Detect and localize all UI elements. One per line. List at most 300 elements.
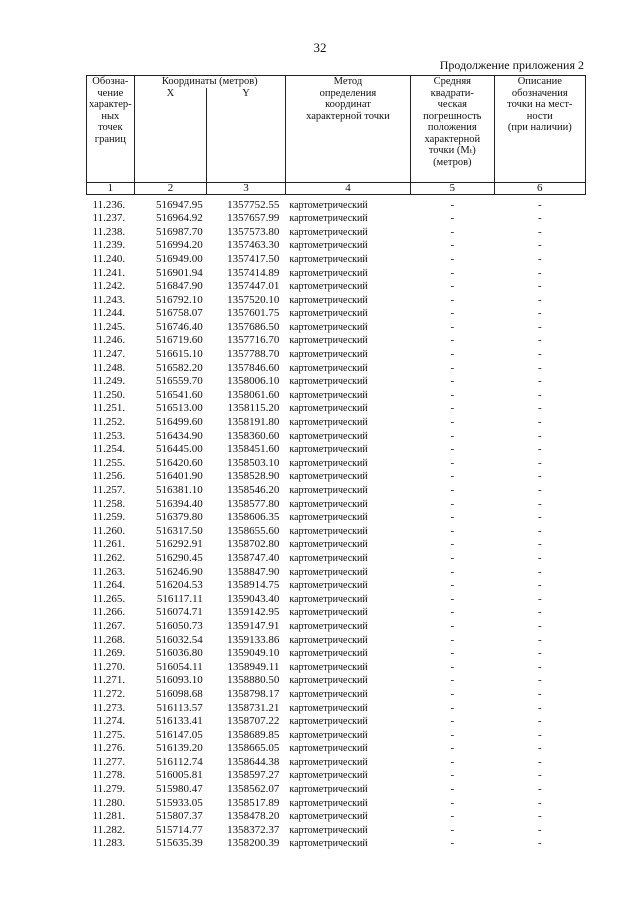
method-cell: картометрический bbox=[289, 770, 368, 782]
table-row bbox=[87, 810, 586, 824]
description-cell: - bbox=[537, 592, 542, 605]
description-cell: - bbox=[537, 837, 542, 850]
y-coordinate-cell: 1358731.21 bbox=[227, 701, 280, 714]
description-cell: - bbox=[537, 497, 542, 510]
method-cell: картометрический bbox=[289, 498, 368, 510]
mean-error-cell: - bbox=[450, 796, 455, 809]
method-cell: картометрический bbox=[289, 308, 368, 320]
col-number-6: 6 bbox=[494, 182, 585, 194]
method-cell: картометрический bbox=[289, 675, 368, 687]
point-id-cell: 11.269. bbox=[92, 647, 126, 660]
description-cell: - bbox=[537, 742, 542, 755]
point-id-cell: 11.251. bbox=[92, 402, 126, 415]
description-cell: - bbox=[537, 212, 542, 225]
point-id-cell: 11.246. bbox=[92, 334, 126, 347]
x-coordinate-cell: 516394.40 bbox=[156, 497, 203, 510]
point-id-cell: 11.279. bbox=[92, 783, 126, 796]
description-cell: - bbox=[537, 810, 542, 823]
y-coordinate-cell: 1358747.40 bbox=[227, 551, 280, 564]
y-coordinate-cell: 1358478.20 bbox=[227, 810, 280, 823]
point-id-cell: 11.281. bbox=[92, 810, 126, 823]
point-id-cell: 11.274. bbox=[92, 715, 126, 728]
header-description bbox=[494, 76, 585, 183]
table-row bbox=[87, 416, 586, 430]
table-row bbox=[87, 552, 586, 566]
y-coordinate-cell: 1358503.10 bbox=[227, 456, 280, 469]
x-coordinate-cell: 515635.39 bbox=[156, 837, 203, 850]
header-method-text: Метод определения координат характерной точки bbox=[306, 76, 390, 122]
x-coordinate-cell: 516147.05 bbox=[156, 728, 203, 741]
x-coordinate-cell: 516074.71 bbox=[156, 606, 203, 619]
point-id-cell: 11.248. bbox=[92, 361, 126, 374]
point-id-cell: 11.240. bbox=[92, 252, 126, 265]
method-cell: картометрический bbox=[289, 661, 368, 673]
x-coordinate-cell: 516381.10 bbox=[156, 484, 203, 497]
table-row bbox=[87, 402, 586, 416]
point-id-cell: 11.275. bbox=[92, 728, 126, 741]
method-cell: картометрический bbox=[289, 349, 368, 361]
y-coordinate-cell: 1358115.20 bbox=[227, 402, 280, 415]
method-cell: картометрический bbox=[289, 226, 368, 238]
x-coordinate-cell: 516434.90 bbox=[156, 429, 203, 442]
method-cell: картометрический bbox=[289, 281, 368, 293]
mean-error-cell: - bbox=[450, 361, 455, 374]
table-row bbox=[87, 375, 586, 389]
table-row bbox=[87, 620, 586, 634]
header-coordinates: Координаты (метров) bbox=[134, 76, 285, 88]
table-body bbox=[87, 194, 586, 851]
x-coordinate-cell: 516994.20 bbox=[156, 239, 203, 252]
method-cell: картометрический bbox=[289, 457, 368, 469]
mean-error-cell: - bbox=[450, 198, 455, 211]
y-coordinate-cell: 1358606.35 bbox=[227, 511, 280, 524]
method-cell: картометрический bbox=[289, 512, 368, 524]
point-id-cell: 11.266. bbox=[92, 606, 126, 619]
mean-error-cell: - bbox=[450, 375, 455, 388]
method-cell: картометрический bbox=[289, 213, 368, 225]
table-row bbox=[87, 824, 586, 838]
method-cell: картометрический bbox=[289, 267, 368, 279]
x-coordinate-cell: 516139.20 bbox=[156, 742, 203, 755]
col-number-2: 2 bbox=[134, 182, 207, 194]
description-cell: - bbox=[537, 674, 542, 687]
x-coordinate-cell: 516112.74 bbox=[156, 755, 203, 768]
point-id-cell: 11.272. bbox=[92, 687, 126, 700]
point-id-cell: 11.262. bbox=[92, 551, 126, 564]
table-row bbox=[87, 511, 586, 525]
method-cell: картометрический bbox=[289, 430, 368, 442]
x-coordinate-cell: 515807.37 bbox=[156, 810, 203, 823]
mean-error-cell: - bbox=[450, 728, 455, 741]
y-coordinate-cell: 1358880.50 bbox=[227, 674, 280, 687]
y-coordinate-cell: 1359133.86 bbox=[227, 633, 280, 646]
y-coordinate-cell: 1358562.07 bbox=[227, 783, 280, 796]
table-row bbox=[87, 742, 586, 756]
mean-error-cell: - bbox=[450, 320, 455, 333]
description-cell: - bbox=[537, 361, 542, 374]
x-coordinate-cell: 516054.11 bbox=[156, 660, 203, 673]
table-row bbox=[87, 797, 586, 811]
x-coordinate-cell: 516117.11 bbox=[156, 592, 203, 605]
table-row bbox=[87, 212, 586, 226]
mean-error-cell: - bbox=[450, 511, 455, 524]
table-row bbox=[87, 470, 586, 484]
description-cell: - bbox=[537, 551, 542, 564]
y-coordinate-cell: 1357417.50 bbox=[227, 252, 280, 265]
x-coordinate-cell: 516559.70 bbox=[156, 375, 203, 388]
method-cell: картометрический bbox=[289, 253, 368, 265]
method-cell: картометрический bbox=[289, 580, 368, 592]
y-coordinate-cell: 1358689.85 bbox=[227, 728, 280, 741]
description-cell: - bbox=[537, 334, 542, 347]
point-id-cell: 11.283. bbox=[92, 837, 126, 850]
header-x: X bbox=[134, 88, 207, 183]
description-cell: - bbox=[537, 579, 542, 592]
header-y: Y bbox=[207, 88, 286, 183]
x-coordinate-cell: 516445.00 bbox=[156, 443, 203, 456]
point-id-cell: 11.245. bbox=[92, 320, 126, 333]
header-description-text: Описание обозначения точки на мест- ности (при наличии) bbox=[507, 76, 573, 133]
method-cell: картометрический bbox=[289, 566, 368, 578]
description-cell: - bbox=[537, 225, 542, 238]
y-coordinate-cell: 1357846.60 bbox=[227, 361, 280, 374]
x-coordinate-cell: 516113.57 bbox=[156, 701, 203, 714]
x-coordinate-cell: 516032.54 bbox=[156, 633, 203, 646]
table-row bbox=[87, 334, 586, 348]
x-coordinate-cell: 516098.68 bbox=[156, 687, 203, 700]
mean-error-cell: - bbox=[450, 579, 455, 592]
point-id-cell: 11.252. bbox=[92, 416, 126, 429]
point-id-cell: 11.278. bbox=[92, 769, 126, 782]
x-coordinate-cell: 516050.73 bbox=[156, 619, 203, 632]
table-row bbox=[87, 280, 586, 294]
mean-error-cell: - bbox=[450, 674, 455, 687]
mean-error-cell: - bbox=[450, 551, 455, 564]
table-row bbox=[87, 457, 586, 471]
x-coordinate-cell: 516949.00 bbox=[156, 252, 203, 265]
table-row bbox=[87, 348, 586, 362]
mean-error-cell: - bbox=[450, 334, 455, 347]
description-cell: - bbox=[537, 429, 542, 442]
table-row bbox=[87, 538, 586, 552]
header-mean-error-text: Средняя квадрати- ческая погрешность положения характерной точки (Mₜ) (метров) bbox=[423, 76, 482, 168]
method-cell: картометрический bbox=[289, 702, 368, 714]
mean-error-cell: - bbox=[450, 429, 455, 442]
description-cell: - bbox=[537, 606, 542, 619]
table-row bbox=[87, 769, 586, 783]
x-coordinate-cell: 516987.70 bbox=[156, 225, 203, 238]
mean-error-cell: - bbox=[450, 307, 455, 320]
table-row bbox=[87, 688, 586, 702]
col-number-5: 5 bbox=[411, 182, 495, 194]
method-cell: картометрический bbox=[289, 811, 368, 823]
table-row bbox=[87, 674, 586, 688]
mean-error-cell: - bbox=[450, 280, 455, 293]
point-id-cell: 11.261. bbox=[92, 538, 126, 551]
x-coordinate-cell: 516133.41 bbox=[156, 715, 203, 728]
y-coordinate-cell: 1357788.70 bbox=[227, 348, 280, 361]
x-coordinate-cell: 516420.60 bbox=[156, 456, 203, 469]
table-row bbox=[87, 239, 586, 253]
method-cell: картометрический bbox=[289, 471, 368, 483]
mean-error-cell: - bbox=[450, 647, 455, 660]
description-cell: - bbox=[537, 619, 542, 632]
mean-error-cell: - bbox=[450, 742, 455, 755]
y-coordinate-cell: 1358061.60 bbox=[227, 388, 280, 401]
method-cell: картометрический bbox=[289, 743, 368, 755]
method-cell: картометрический bbox=[289, 620, 368, 632]
point-id-cell: 11.259. bbox=[92, 511, 126, 524]
method-cell: картометрический bbox=[289, 797, 368, 809]
method-cell: картометрический bbox=[289, 607, 368, 619]
table-row bbox=[87, 756, 586, 770]
mean-error-cell: - bbox=[450, 456, 455, 469]
description-cell: - bbox=[537, 293, 542, 306]
coordinates-table bbox=[86, 75, 586, 851]
description-cell: - bbox=[537, 280, 542, 293]
mean-error-cell: - bbox=[450, 660, 455, 673]
table-row bbox=[87, 647, 586, 661]
method-cell: картометрический bbox=[289, 321, 368, 333]
header-point-designation bbox=[87, 76, 135, 183]
y-coordinate-cell: 1358451.60 bbox=[227, 443, 280, 456]
table-row bbox=[87, 579, 586, 593]
point-id-cell: 11.247. bbox=[92, 348, 126, 361]
appendix-continuation-label: Продолжение приложения 2 bbox=[439, 58, 584, 72]
table-row bbox=[87, 606, 586, 620]
table-row bbox=[87, 566, 586, 580]
description-cell: - bbox=[537, 538, 542, 551]
table-row bbox=[87, 294, 586, 308]
point-id-cell: 11.280. bbox=[92, 796, 126, 809]
table-row bbox=[87, 430, 586, 444]
y-coordinate-cell: 1358577.80 bbox=[227, 497, 280, 510]
y-coordinate-cell: 1357520.10 bbox=[227, 293, 280, 306]
description-cell: - bbox=[537, 511, 542, 524]
y-coordinate-cell: 1357686.50 bbox=[227, 320, 280, 333]
mean-error-cell: - bbox=[450, 755, 455, 768]
mean-error-cell: - bbox=[450, 606, 455, 619]
mean-error-cell: - bbox=[450, 810, 455, 823]
col-number-1: 1 bbox=[87, 182, 135, 194]
x-coordinate-cell: 516582.20 bbox=[156, 361, 203, 374]
y-coordinate-cell: 1359147.91 bbox=[227, 619, 280, 632]
y-coordinate-cell: 1358847.90 bbox=[227, 565, 280, 578]
method-cell: картометрический bbox=[289, 756, 368, 768]
mean-error-cell: - bbox=[450, 565, 455, 578]
point-id-cell: 11.256. bbox=[92, 470, 126, 483]
y-coordinate-cell: 1357601.75 bbox=[227, 307, 280, 320]
description-cell: - bbox=[537, 348, 542, 361]
y-coordinate-cell: 1357657.99 bbox=[227, 212, 280, 225]
description-cell: - bbox=[537, 715, 542, 728]
method-cell: картометрический bbox=[289, 389, 368, 401]
mean-error-cell: - bbox=[450, 619, 455, 632]
description-cell: - bbox=[537, 524, 542, 537]
point-id-cell: 11.249. bbox=[92, 375, 126, 388]
table-row bbox=[87, 194, 586, 212]
table-row bbox=[87, 389, 586, 403]
method-cell: картометрический bbox=[289, 485, 368, 497]
description-cell: - bbox=[537, 701, 542, 714]
point-id-cell: 11.237. bbox=[92, 212, 126, 225]
table-row bbox=[87, 715, 586, 729]
col-number-4: 4 bbox=[285, 182, 410, 194]
point-id-cell: 11.264. bbox=[92, 579, 126, 592]
point-id-cell: 11.239. bbox=[92, 239, 126, 252]
y-coordinate-cell: 1358655.60 bbox=[227, 524, 280, 537]
method-cell: картометрический bbox=[289, 403, 368, 415]
mean-error-cell: - bbox=[450, 497, 455, 510]
x-coordinate-cell: 516246.90 bbox=[156, 565, 203, 578]
method-cell: картометрический bbox=[289, 593, 368, 605]
y-coordinate-cell: 1358372.37 bbox=[227, 823, 280, 836]
table-row bbox=[87, 226, 586, 240]
x-coordinate-cell: 516719.60 bbox=[156, 334, 203, 347]
y-coordinate-cell: 1358798.17 bbox=[227, 687, 280, 700]
point-id-cell: 11.271. bbox=[92, 674, 126, 687]
y-coordinate-cell: 1358006.10 bbox=[227, 375, 280, 388]
header-mean-error bbox=[411, 76, 495, 183]
header-method bbox=[285, 76, 410, 183]
x-coordinate-cell: 516792.10 bbox=[156, 293, 203, 306]
mean-error-cell: - bbox=[450, 266, 455, 279]
description-cell: - bbox=[537, 266, 542, 279]
mean-error-cell: - bbox=[450, 633, 455, 646]
mean-error-cell: - bbox=[450, 687, 455, 700]
description-cell: - bbox=[537, 647, 542, 660]
mean-error-cell: - bbox=[450, 538, 455, 551]
col-number-3: 3 bbox=[207, 182, 286, 194]
x-coordinate-cell: 516901.94 bbox=[156, 266, 203, 279]
x-coordinate-cell: 515980.47 bbox=[156, 783, 203, 796]
description-cell: - bbox=[537, 198, 542, 211]
table-row bbox=[87, 701, 586, 715]
mean-error-cell: - bbox=[450, 348, 455, 361]
x-coordinate-cell: 516290.45 bbox=[156, 551, 203, 564]
mean-error-cell: - bbox=[450, 443, 455, 456]
method-cell: картометрический bbox=[289, 444, 368, 456]
table-row bbox=[87, 783, 586, 797]
point-id-cell: 11.238. bbox=[92, 225, 126, 238]
point-id-cell: 11.268. bbox=[92, 633, 126, 646]
description-cell: - bbox=[537, 320, 542, 333]
point-id-cell: 11.253. bbox=[92, 429, 126, 442]
mean-error-cell: - bbox=[450, 769, 455, 782]
y-coordinate-cell: 1358707.22 bbox=[227, 715, 280, 728]
description-cell: - bbox=[537, 402, 542, 415]
mean-error-cell: - bbox=[450, 715, 455, 728]
table-header bbox=[87, 76, 586, 195]
table-row bbox=[87, 661, 586, 675]
y-coordinate-cell: 1359142.95 bbox=[227, 606, 280, 619]
mean-error-cell: - bbox=[450, 402, 455, 415]
x-coordinate-cell: 516317.50 bbox=[156, 524, 203, 537]
point-id-cell: 11.270. bbox=[92, 660, 126, 673]
method-cell: картометрический bbox=[289, 648, 368, 660]
x-coordinate-cell: 516005.81 bbox=[156, 769, 203, 782]
mean-error-cell: - bbox=[450, 823, 455, 836]
point-id-cell: 11.250. bbox=[92, 388, 126, 401]
x-coordinate-cell: 516499.60 bbox=[156, 416, 203, 429]
mean-error-cell: - bbox=[450, 524, 455, 537]
x-coordinate-cell: 516379.80 bbox=[156, 511, 203, 524]
x-coordinate-cell: 516204.53 bbox=[156, 579, 203, 592]
mean-error-cell: - bbox=[450, 293, 455, 306]
description-cell: - bbox=[537, 375, 542, 388]
description-cell: - bbox=[537, 456, 542, 469]
point-id-cell: 11.282. bbox=[92, 823, 126, 836]
point-id-cell: 11.265. bbox=[92, 592, 126, 605]
table-row bbox=[87, 593, 586, 607]
description-cell: - bbox=[537, 416, 542, 429]
x-coordinate-cell: 515714.77 bbox=[156, 823, 203, 836]
description-cell: - bbox=[537, 823, 542, 836]
point-id-cell: 11.255. bbox=[92, 456, 126, 469]
method-cell: картометрический bbox=[289, 688, 368, 700]
x-coordinate-cell: 516615.10 bbox=[156, 348, 203, 361]
description-cell: - bbox=[537, 252, 542, 265]
table-row bbox=[87, 498, 586, 512]
y-coordinate-cell: 1359049.10 bbox=[227, 647, 280, 660]
description-cell: - bbox=[537, 565, 542, 578]
header-point-designation-text: Обозна- чение характер- ных точек границ bbox=[89, 76, 132, 145]
mean-error-cell: - bbox=[450, 783, 455, 796]
method-cell: картометрический bbox=[289, 539, 368, 551]
y-coordinate-cell: 1358546.20 bbox=[227, 484, 280, 497]
method-cell: картометрический bbox=[289, 362, 368, 374]
x-coordinate-cell: 515933.05 bbox=[156, 796, 203, 809]
mean-error-cell: - bbox=[450, 592, 455, 605]
mean-error-cell: - bbox=[450, 212, 455, 225]
y-coordinate-cell: 1358702.80 bbox=[227, 538, 280, 551]
method-cell: картометрический bbox=[289, 199, 368, 211]
y-coordinate-cell: 1357447.01 bbox=[227, 280, 280, 293]
x-coordinate-cell: 516513.00 bbox=[156, 402, 203, 415]
mean-error-cell: - bbox=[450, 239, 455, 252]
y-coordinate-cell: 1358191.80 bbox=[227, 416, 280, 429]
mean-error-cell: - bbox=[450, 416, 455, 429]
point-id-cell: 11.267. bbox=[92, 619, 126, 632]
point-id-cell: 11.263. bbox=[92, 565, 126, 578]
method-cell: картометрический bbox=[289, 634, 368, 646]
method-cell: картометрический bbox=[289, 525, 368, 537]
table-row bbox=[87, 634, 586, 648]
mean-error-cell: - bbox=[450, 252, 455, 265]
description-cell: - bbox=[537, 728, 542, 741]
y-coordinate-cell: 1358949.11 bbox=[227, 660, 280, 673]
y-coordinate-cell: 1358360.60 bbox=[227, 429, 280, 442]
x-coordinate-cell: 516847.90 bbox=[156, 280, 203, 293]
y-coordinate-cell: 1357573.80 bbox=[227, 225, 280, 238]
description-cell: - bbox=[537, 388, 542, 401]
method-cell: картометрический bbox=[289, 335, 368, 347]
y-coordinate-cell: 1357716.70 bbox=[227, 334, 280, 347]
method-cell: картометрический bbox=[289, 729, 368, 741]
description-cell: - bbox=[537, 769, 542, 782]
mean-error-cell: - bbox=[450, 484, 455, 497]
method-cell: картометрический bbox=[289, 838, 368, 850]
point-id-cell: 11.242. bbox=[92, 280, 126, 293]
method-cell: картометрический bbox=[289, 240, 368, 252]
table-row bbox=[87, 525, 586, 539]
description-cell: - bbox=[537, 470, 542, 483]
x-coordinate-cell: 516401.90 bbox=[156, 470, 203, 483]
table-row bbox=[87, 321, 586, 335]
point-id-cell: 11.236. bbox=[92, 198, 126, 211]
description-cell: - bbox=[537, 660, 542, 673]
point-id-cell: 11.277. bbox=[92, 755, 126, 768]
